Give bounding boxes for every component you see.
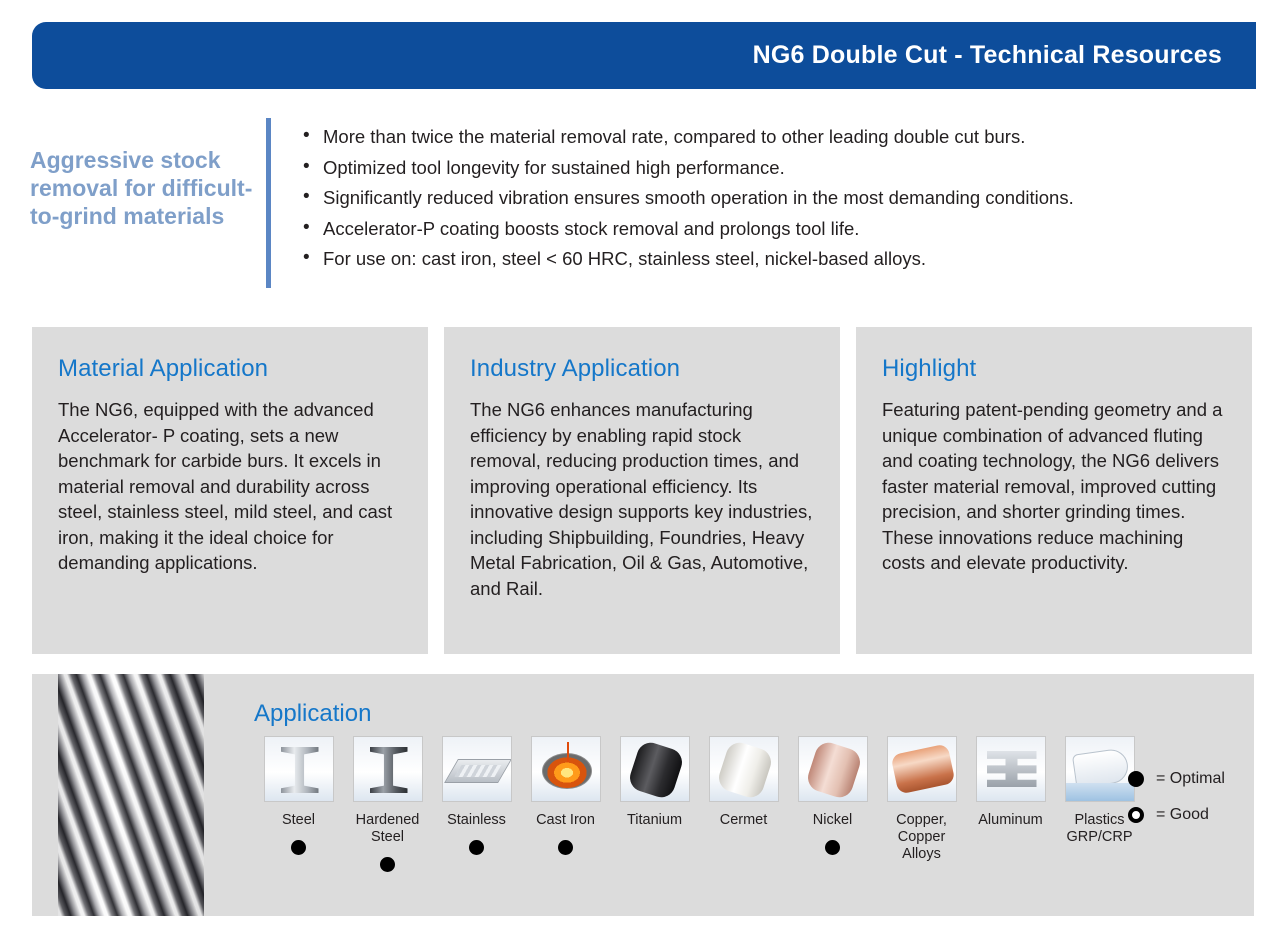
card-material-application (32, 327, 428, 654)
material-hardened-steel (343, 736, 432, 889)
material-label: Stainless (447, 812, 506, 828)
list-item: • Accelerator-P coating boosts stock removal and prolongs tool life. (295, 214, 1230, 245)
rating-dot-optimal (825, 840, 840, 855)
rating-legend (1128, 770, 1225, 842)
vertical-rule-divider (266, 118, 271, 288)
rating-dot-none (914, 874, 929, 889)
rating-dot-none (1003, 840, 1018, 855)
application-panel (32, 674, 1254, 916)
legend-label: = Good (1156, 806, 1209, 823)
legend-item-optimal (1128, 770, 1225, 788)
material-cermet (699, 736, 788, 889)
rating-dot-optimal (380, 857, 395, 872)
i-beam-light-icon (264, 736, 334, 802)
rating-dot-optimal (558, 840, 573, 855)
pink-rod-icon (798, 736, 868, 802)
card-title: Highlight (882, 355, 977, 382)
material-label: Titanium (626, 812, 683, 828)
crucible-icon (531, 736, 601, 802)
material-aluminum (966, 736, 1055, 889)
legend-item-good (1128, 806, 1225, 824)
page-title: NG6 Double Cut - Technical Resources (752, 41, 1222, 69)
material-label: Cast Iron (536, 812, 595, 828)
info-card-group (32, 327, 1254, 654)
intro-section (30, 118, 1230, 288)
rating-dot-optimal (291, 840, 306, 855)
material-label: Steel (281, 812, 316, 828)
material-stainless (432, 736, 521, 889)
rating-dot-optimal (469, 840, 484, 855)
material-label: Copper, Copper Alloys (896, 812, 947, 862)
card-body: The NG6, equipped with the advanced Accelerator- P coating, sets a new benchmark for carbide burs. It excels in material removal and durability across steel, stainless steel, mild steel, and cast iron, making it the ideal choice for demanding applications. (58, 399, 393, 573)
material-steel (254, 736, 343, 889)
material-titanium (610, 736, 699, 889)
carbide-bur-photo (58, 674, 204, 916)
material-cast-iron (521, 736, 610, 889)
material-label: Plastics GRP/CRP (1066, 812, 1133, 845)
material-label: Aluminum (978, 812, 1043, 828)
copper-pipe-icon (887, 736, 957, 802)
card-body: The NG6 enhances manufacturing efficiency by enabling rapid stock removal, reducing production times, and improving operational efficiency. Its innovative design supports key industries, including Shipbuilding, Foundries, Heavy Metal Fabrication, Oil & Gas, Automotive, and Rail. (470, 399, 813, 599)
bur-flutes-texture (58, 674, 204, 916)
material-label: Hardened Steel (355, 812, 420, 845)
plastic-icon (1065, 736, 1135, 802)
list-item: • Optimized tool longevity for sustained high performance. (295, 153, 1230, 184)
ring-dot-icon (1128, 807, 1144, 823)
white-rod-icon (709, 736, 779, 802)
material-nickel (788, 736, 877, 889)
list-item: • More than twice the material removal rate, compared to other leading double cut burs. (295, 122, 1230, 153)
intro-heading: Aggressive stock removal for difficult-to-grind materials (30, 147, 253, 229)
rating-dot-none (1092, 857, 1107, 872)
card-industry-application (444, 327, 840, 654)
rating-dot-none (647, 840, 662, 855)
material-label: Nickel (812, 812, 853, 828)
application-title: Application (254, 700, 372, 727)
intro-bullet-list (295, 118, 1230, 288)
material-label: Cermet (719, 812, 768, 828)
rating-dot-none (736, 840, 751, 855)
card-title: Industry Application (470, 355, 681, 382)
list-item: • Significantly reduced vibration ensures smooth operation in the most demanding conditions. (295, 183, 1230, 214)
material-rating-row (254, 736, 1144, 889)
card-title: Material Application (58, 355, 269, 382)
card-highlight (856, 327, 1252, 654)
list-item: • For use on: cast iron, steel < 60 HRC, stainless steel, nickel-based alloys. (295, 244, 1230, 275)
legend-label: = Optimal (1156, 770, 1225, 787)
dark-rod-icon (620, 736, 690, 802)
i-beam-dark-icon (353, 736, 423, 802)
card-body: Featuring patent-pending geometry and a unique combination of advanced fluting and coating technology, the NG6 delivers faster material removal, improved cutting precision, and shorter grinding times. These innovations reduce machining costs and elevate productivity. (882, 399, 1223, 573)
plate-icon (442, 736, 512, 802)
extrusion-icon (976, 736, 1046, 802)
filled-dot-icon (1128, 771, 1144, 787)
material-copper (877, 736, 966, 889)
header-bar (32, 22, 1256, 89)
